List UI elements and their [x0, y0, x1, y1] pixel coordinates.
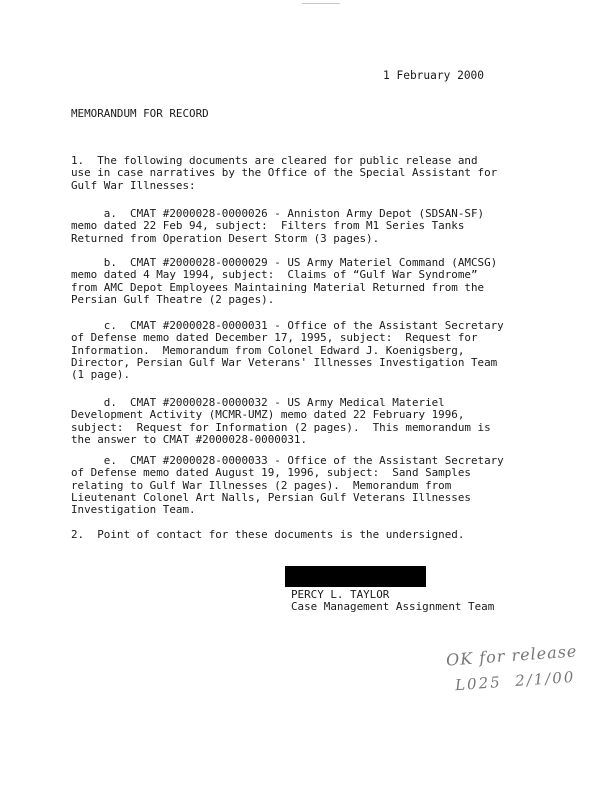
paragraph-line: Information. Memorandum from Colonel Edward J. Koenigsberg,: [71, 343, 465, 357]
paragraph-line: Returned from Operation Desert Storm (3 pages).: [71, 231, 380, 245]
paragraph-line: Director, Persian Gulf War Veterans' Illnesses Investigation Team: [71, 355, 498, 369]
paragraph-line: Lieutenant Colonel Art Nalls, Persian Gulf Veterans Illnesses: [71, 490, 471, 504]
paragraph-1: [71, 155, 551, 192]
paragraph-line: 2. Point of contact for these documents is the undersigned.: [71, 528, 465, 541]
signatory-name: PERCY L. TAYLOR: [291, 588, 390, 601]
paragraph-line: the answer to CMAT #2000028-0000031.: [71, 432, 308, 446]
paragraph-line: of Defense memo dated August 19, 1996, subject: Sand Samples: [71, 466, 471, 480]
paragraph-2: [71, 529, 551, 541]
item-a: [71, 208, 551, 245]
handwritten-initials-date: L025 2/1/00: [454, 667, 576, 695]
paragraph-line: relating to Gulf War Illnesses (2 pages). Memorandum from: [71, 478, 452, 492]
paragraph-line: of Defense memo dated December 17, 1995, subject: Request for: [71, 331, 478, 345]
paragraph-line: 1. The following documents are cleared for public release and: [71, 154, 478, 167]
item-d: [71, 397, 551, 446]
item-e: [71, 455, 551, 516]
paragraph-line: c. CMAT #2000028-0000031 - Office of the Assistant Secretary: [71, 319, 504, 332]
paragraph-line: memo dated 4 May 1994, subject: Claims of “Gulf War Syndrome”: [71, 268, 478, 282]
redaction-bar: [285, 566, 426, 587]
memo-heading: MEMORANDUM FOR RECORD: [71, 107, 209, 120]
signatory-title: Case Management Assignment Team: [291, 600, 495, 613]
paragraph-line: Persian Gulf Theatre (2 pages).: [71, 292, 275, 306]
paragraph-line: a. CMAT #2000028-0000026 - Anniston Army Depot (SDSAN-SF): [71, 207, 485, 220]
paragraph-line: subject: Request for Information (2 pages). This memorandum is: [71, 420, 491, 434]
paragraph-line: d. CMAT #2000028-0000032 - US Army Medical Materiel: [71, 396, 445, 409]
paragraph-line: from AMC Depot Employees Maintaining Material Returned from the: [71, 280, 485, 294]
paragraph-line: memo dated 22 Feb 94, subject: Filters from M1 Series Tanks: [71, 219, 465, 233]
paragraph-line: Investigation Team.: [71, 503, 196, 517]
memo-date: 1 February 2000: [383, 69, 485, 82]
paragraph-line: e. CMAT #2000028-0000033 - Office of the Assistant Secretary: [71, 454, 504, 467]
scan-artifact-line: [302, 3, 340, 4]
paragraph-line: b. CMAT #2000028-0000029 - US Army Materiel Command (AMCSG): [71, 256, 498, 269]
paragraph-line: Gulf War Illnesses:: [71, 178, 196, 192]
paragraph-line: use in case narratives by the Office of the Special Assistant for: [71, 166, 498, 180]
paragraph-line: (1 page).: [71, 368, 131, 382]
paragraph-line: Development Activity (MCMR-UMZ) memo dated 22 February 1996,: [71, 408, 465, 422]
item-c: [71, 320, 551, 381]
item-b: [71, 257, 551, 306]
handwritten-release-note: OK for release: [445, 641, 578, 670]
